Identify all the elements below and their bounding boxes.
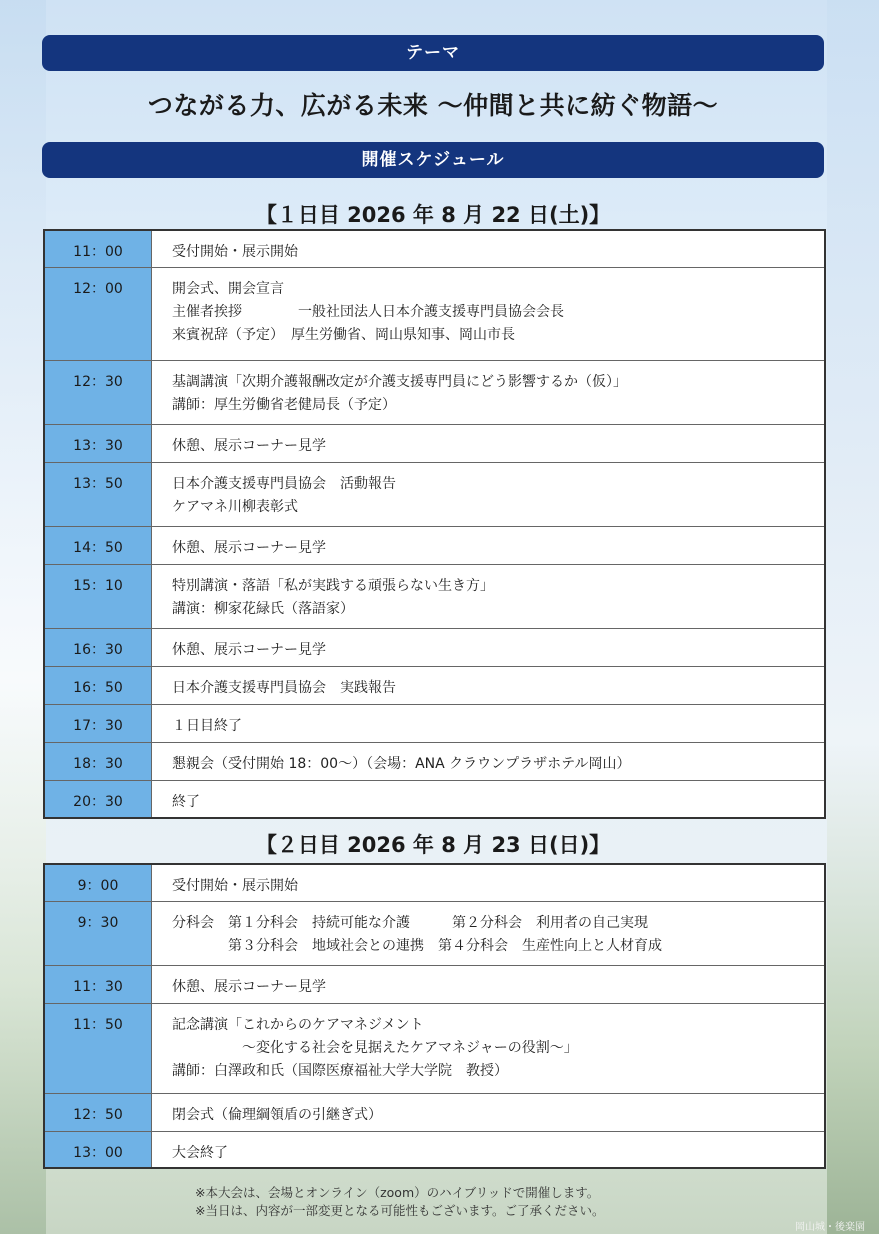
schedule-line: ケアマネ川柳表彰式 bbox=[172, 498, 298, 515]
schedule-line: 日本介護支援専門員協会 活動報告 bbox=[172, 475, 396, 492]
schedule-line: 基調講演「次期介護報酬改定が介護支援専門員にどう影響するか（仮）」 bbox=[172, 373, 627, 390]
schedule-line: 分科会 第１分科会 持続可能な介護 第２分科会 利用者の自己実現 bbox=[172, 914, 648, 931]
schedule-row bbox=[44, 230, 825, 267]
schedule-banner: 開催スケジュール bbox=[42, 142, 824, 178]
schedule-time: 13：00 bbox=[44, 1131, 152, 1168]
schedule-time: 11：50 bbox=[44, 1003, 152, 1093]
schedule-line: 日本介護支援専門員協会 実践報告 bbox=[172, 679, 396, 696]
schedule-line: 閉会式（倫理綱領盾の引継ぎ式） bbox=[172, 1106, 382, 1123]
schedule-time: 12：50 bbox=[44, 1093, 152, 1131]
schedule-row bbox=[44, 360, 825, 424]
schedule-description bbox=[152, 780, 826, 818]
schedule-time: 17：30 bbox=[44, 704, 152, 742]
schedule-time: 15：10 bbox=[44, 564, 152, 628]
schedule-row bbox=[44, 742, 825, 780]
schedule-line: 懇親会（受付開始 18：00～）（会場：ANA クラウンプラザホテル岡山） bbox=[172, 755, 631, 772]
schedule-description bbox=[152, 526, 826, 564]
schedule-time: 11：30 bbox=[44, 965, 152, 1003]
schedule-description bbox=[152, 965, 826, 1003]
schedule-description bbox=[152, 462, 826, 526]
schedule-time: 16：50 bbox=[44, 666, 152, 704]
schedule-description bbox=[152, 1093, 826, 1131]
schedule-line: 記念講演「これからのケアマネジメント bbox=[172, 1016, 424, 1033]
day1-schedule-table bbox=[43, 229, 826, 819]
note-line: ※本大会は、会場とオンライン（zoom）のハイブリッドで開催します。 bbox=[195, 1185, 600, 1200]
schedule-description bbox=[152, 424, 826, 462]
schedule-time: 14：50 bbox=[44, 526, 152, 564]
schedule-description bbox=[152, 742, 826, 780]
note-line: ※当日は、内容が一部変更となる可能性もございます。ご了承ください。 bbox=[195, 1203, 605, 1218]
schedule-line: 特別講演・落語「私が実践する頑張らない生き方」 bbox=[172, 577, 494, 594]
schedule-description bbox=[152, 230, 826, 267]
schedule-row bbox=[44, 564, 825, 628]
schedule-time: 13：30 bbox=[44, 424, 152, 462]
schedule-line: 休憩、展示コーナー見学 bbox=[172, 539, 326, 556]
schedule-row bbox=[44, 864, 825, 901]
background-left-photo bbox=[0, 0, 46, 1234]
background-right-photo bbox=[827, 0, 879, 1234]
schedule-description bbox=[152, 360, 826, 424]
schedule-line: 休憩、展示コーナー見学 bbox=[172, 641, 326, 658]
photo-caption: 岡山城・後楽園 bbox=[795, 1222, 865, 1233]
schedule-time: 12：30 bbox=[44, 360, 152, 424]
schedule-line: 来賓祝辞（予定） 厚生労働省、岡山県知事、岡山市長 bbox=[172, 326, 515, 343]
schedule-line: 主催者挨拶 一般社団法人日本介護支援専門員協会会長 bbox=[172, 303, 564, 320]
schedule-row bbox=[44, 901, 825, 965]
schedule-row bbox=[44, 462, 825, 526]
schedule-line: 休憩、展示コーナー見学 bbox=[172, 437, 326, 454]
schedule-description bbox=[152, 628, 826, 666]
schedule-row bbox=[44, 267, 825, 360]
schedule-row bbox=[44, 704, 825, 742]
schedule-time: 11：00 bbox=[44, 230, 152, 267]
schedule-line: 講師：白澤政和氏（国際医療福祉大学大学院 教授） bbox=[172, 1062, 508, 1079]
schedule-line: 休憩、展示コーナー見学 bbox=[172, 978, 326, 995]
schedule-line: 第３分科会 地域社会との連携 第４分科会 生産性向上と人材育成 bbox=[172, 937, 662, 954]
schedule-row bbox=[44, 780, 825, 818]
schedule-time: 12：00 bbox=[44, 267, 152, 360]
theme-text: つながる力、広がる未来 ～仲間と共に紡ぐ物語～ bbox=[147, 91, 719, 120]
schedule-time: 13：50 bbox=[44, 462, 152, 526]
schedule-time: 18：30 bbox=[44, 742, 152, 780]
schedule-row bbox=[44, 424, 825, 462]
day1-title: 【１日目 2026 年 8 月 22 日(土)】 bbox=[255, 203, 611, 227]
schedule-description bbox=[152, 1131, 826, 1168]
schedule-description bbox=[152, 564, 826, 628]
schedule-description bbox=[152, 864, 826, 901]
day2-schedule-table bbox=[43, 863, 826, 1169]
theme-banner: テーマ bbox=[42, 35, 824, 71]
schedule-line: 受付開始・展示開始 bbox=[172, 244, 298, 260]
schedule-time: 9：00 bbox=[44, 864, 152, 901]
schedule-row bbox=[44, 1131, 825, 1168]
schedule-line: 講演：柳家花緑氏（落語家） bbox=[172, 600, 354, 617]
day2-title: 【２日目 2026 年 8 月 23 日(日)】 bbox=[255, 833, 611, 857]
schedule-description bbox=[152, 901, 826, 965]
schedule-line: 受付開始・展示開始 bbox=[172, 878, 298, 894]
schedule-line: 講師：厚生労働省老健局長（予定） bbox=[172, 396, 396, 413]
schedule-line: 終了 bbox=[172, 793, 200, 810]
schedule-row bbox=[44, 628, 825, 666]
schedule-row bbox=[44, 965, 825, 1003]
schedule-line: ～変化する社会を見据えたケアマネジャーの役割～」 bbox=[172, 1039, 578, 1056]
schedule-line: 開会式、開会宣言 bbox=[172, 280, 284, 297]
schedule-row bbox=[44, 666, 825, 704]
schedule-description bbox=[152, 704, 826, 742]
schedule-time: 16：30 bbox=[44, 628, 152, 666]
schedule-row bbox=[44, 1003, 825, 1093]
schedule-description bbox=[152, 666, 826, 704]
schedule-row bbox=[44, 1093, 825, 1131]
schedule-line: １日目終了 bbox=[172, 717, 242, 734]
schedule-line: 大会終了 bbox=[172, 1144, 228, 1161]
schedule-description bbox=[152, 1003, 826, 1093]
schedule-row bbox=[44, 526, 825, 564]
schedule-description bbox=[152, 267, 826, 360]
schedule-time: 9：30 bbox=[44, 901, 152, 965]
notes bbox=[195, 1184, 604, 1220]
schedule-time: 20：30 bbox=[44, 780, 152, 818]
